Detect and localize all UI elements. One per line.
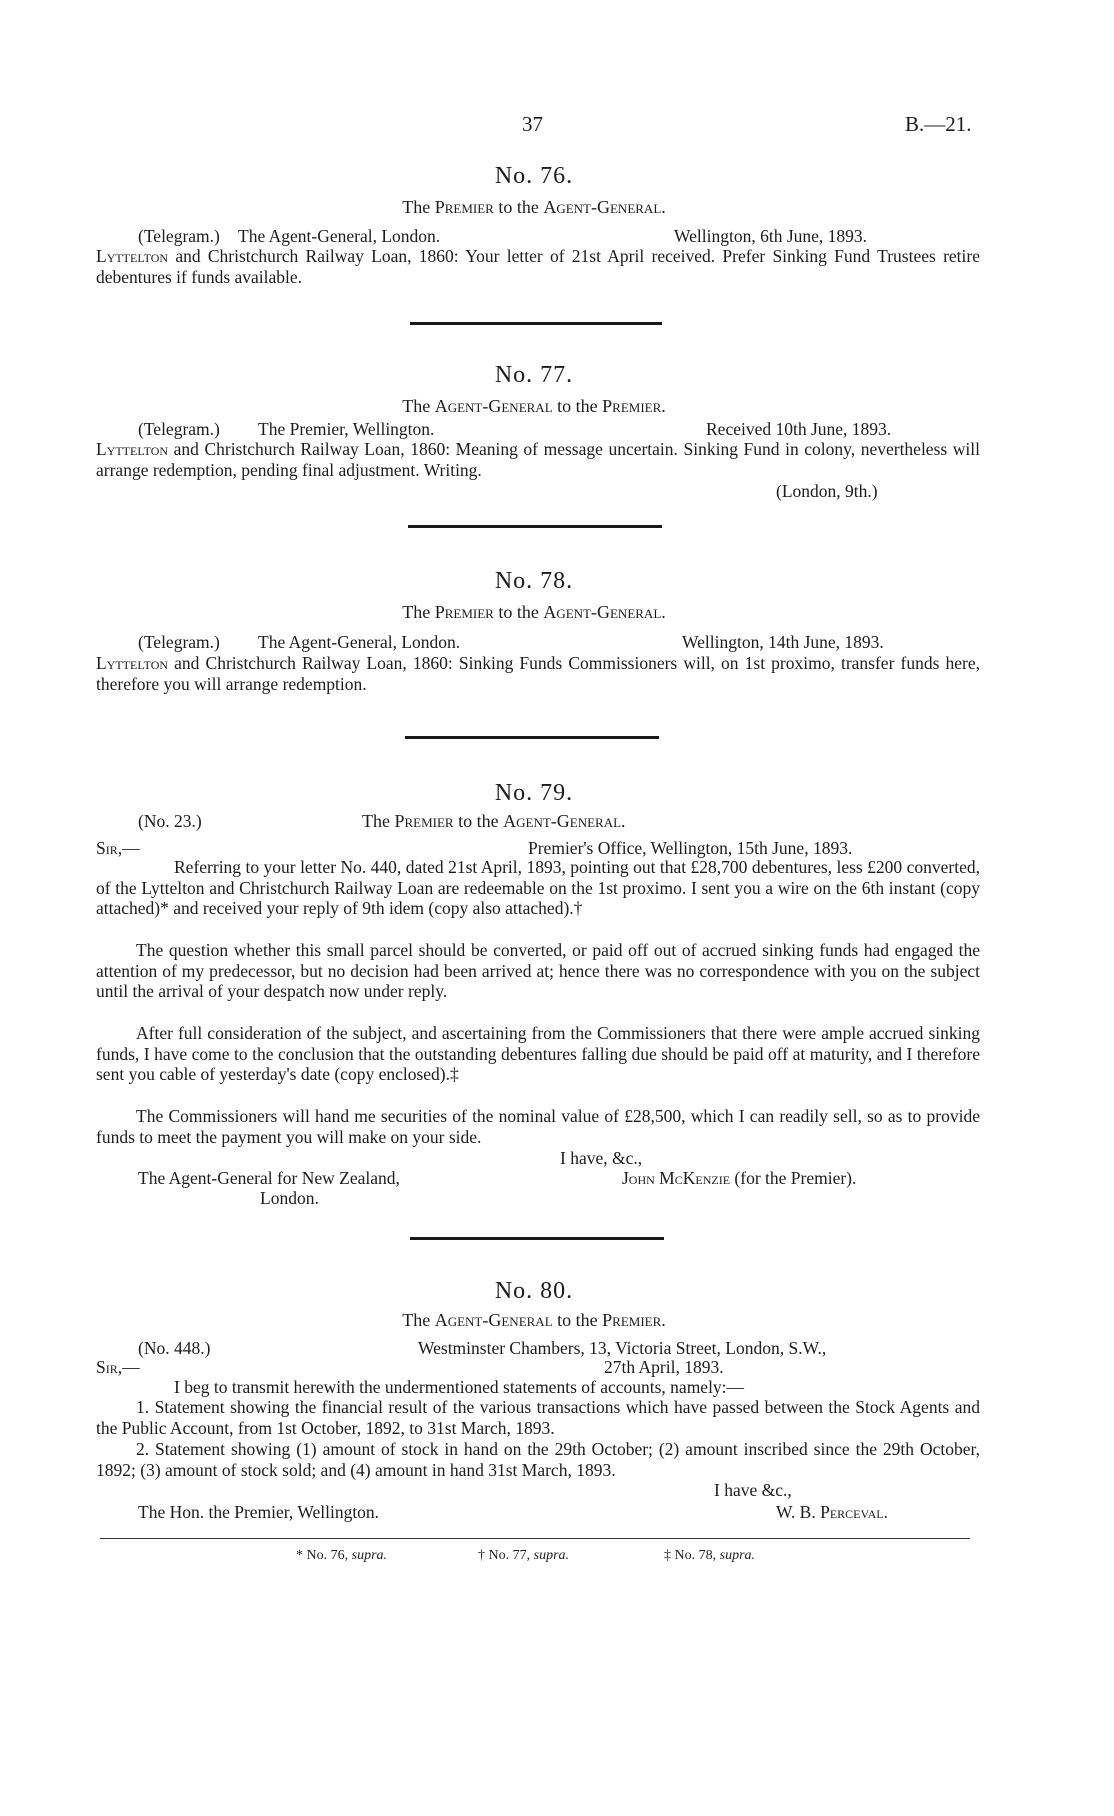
no76-body: Lyttelton and Christchurch Railway Loan, 1860: Your letter of 21st April received. Prefer Sinking Fund Trustees retire debentures if funds available. [96,246,980,287]
no78-title: No. 78. [494,568,574,594]
no79-reference: (No. 23.) [138,811,202,831]
no79-salutation: Sir,— [96,838,140,858]
no80-title: No. 80. [494,1278,574,1304]
no79-recipient-city: London. [260,1188,319,1208]
no78-to: Agent-General [543,602,662,622]
no78-kind: (Telegram.) [138,632,220,652]
no77-to: Premier [602,396,662,416]
no79-paragraph-1: Referring to your letter No. 440, dated 21st April, 1893, pointing out that £28,700 debentures, less £200 converted, of the Lyttelton and Christchurch Railway Loan are redeemable on the 1st proximo. I sent you a wire on the 6th instant (copy attached)* and received your reply of 9th idem (copy also attached).† [96,857,980,918]
no80-signatory: W. B. Perceval. [776,1502,888,1522]
section-rule [410,322,662,325]
no80-heading: The Agent-General to the Premier. [402,1310,666,1330]
no77-addressee: The Premier, Wellington. [258,419,435,439]
no80-to: Premier [602,1310,662,1330]
no79-signature: John McKenzie (for the Premier). [622,1168,857,1188]
no78-addressee: The Agent-General, London. [258,632,461,652]
no80-paragraph-3: 2. Statement showing (1) amount of stock in hand on the 29th October; (2) amount inscribed since the 29th October, 1892; (3) amount of stock sold; and (4) amount in hand 31st March, 1893. [96,1439,980,1480]
no79-heading: The Premier to the Agent-General. [362,811,626,831]
section-rule [405,736,659,739]
section-rule [410,1237,664,1240]
no79-title: No. 79. [494,780,574,806]
no80-from: Agent-General [434,1310,553,1330]
no80-salutation: Sir,— [96,1357,140,1377]
no80-closing: I have &c., [714,1480,792,1500]
no76-kind: (Telegram.) [138,226,220,246]
no79-from: Premier [394,811,454,831]
no78-from: Premier [434,602,494,622]
no76-title: No. 76. [494,163,574,189]
no80-address: Westminster Chambers, 13, Victoria Street, London, S.W., [418,1338,827,1358]
no77-body: Lyttelton and Christchurch Railway Loan, 1860: Meaning of message uncertain. Sinking Fund in colony, nevertheless will arrange redemption, pending final adjustment. Writing. [96,439,980,480]
no78-heading: The Premier to the Agent-General. [402,602,666,622]
no79-place-date: Premier's Office, Wellington, 15th June, 1893. [528,838,853,858]
footnote-rule [100,1538,970,1539]
document-reference: B.—21. [905,112,972,136]
footnote-3: ‡ No. 78, supra. [664,1548,756,1563]
no80-reference: (No. 448.) [138,1338,211,1358]
no77-title: No. 77. [494,362,574,388]
no80-paragraph-1: I beg to transmit herewith the undermentioned statements of accounts, namely:— [174,1377,745,1397]
no77-lead: Lyttelton [96,439,169,459]
no77-place-date: Received 10th June, 1893. [706,419,892,439]
no76-to: Agent-General [543,197,662,217]
no76-from: Premier [434,197,494,217]
no76-lead: Lyttelton [96,246,169,266]
no79-recipient: The Agent-General for New Zealand, [138,1168,400,1188]
no79-signatory: John McKenzie [622,1168,731,1188]
no77-sent: (London, 9th.) [776,481,878,501]
no79-paragraph-3: After full consideration of the subject, and ascertaining from the Commissioners that there were ample accrued sinking funds, I have come to the conclusion that the outstanding debentures falling due should be paid off at maturity, and I therefore sent you cable of yesterday's date (copy enclosed).‡ [96,1023,980,1084]
no76-heading: The Premier to the Agent-General. [402,197,666,217]
no79-paragraph-2: The question whether this small parcel should be converted, or paid off out of accrued sinking funds had engaged the attention of my predecessor, but no decision had been arrived at; hence there was no correspondence with you on the subject until the arrival of your despatch now under reply. [96,940,980,1001]
no79-closing: I have, &c., [560,1148,643,1168]
no76-addressee: The Agent-General, London. [238,226,441,246]
section-rule [408,525,662,528]
no80-date: 27th April, 1893. [604,1357,724,1377]
no79-paragraph-4: The Commissioners will hand me securities of the nominal value of £28,500, which I can readily sell, so as to provide funds to meet the payment you will make on your side. [96,1106,980,1147]
no80-paragraph-2: 1. Statement showing the financial result of the various transactions which have passed between the Stock Agents and the Public Account, from 1st October, 1892, to 31st March, 1893. [96,1397,980,1438]
footnote-2: † No. 77, supra. [478,1548,570,1563]
no77-kind: (Telegram.) [138,419,220,439]
footnote-1: * No. 76, supra. [296,1548,388,1563]
no79-to: Agent-General [503,811,622,831]
page-number: 37 [522,112,543,136]
no78-place-date: Wellington, 14th June, 1893. [682,632,884,652]
no76-place-date: Wellington, 6th June, 1893. [674,226,868,246]
no78-body: Lyttelton and Christchurch Railway Loan, 1860: Sinking Funds Commissioners will, on 1st proximo, transfer funds here, therefore you will arrange redemption. [96,653,980,694]
no77-heading: The Agent-General to the Premier. [402,396,666,416]
no77-from: Agent-General [434,396,553,416]
no80-recipient: The Hon. the Premier, Wellington. [138,1502,380,1522]
no78-lead: Lyttelton [96,653,169,673]
